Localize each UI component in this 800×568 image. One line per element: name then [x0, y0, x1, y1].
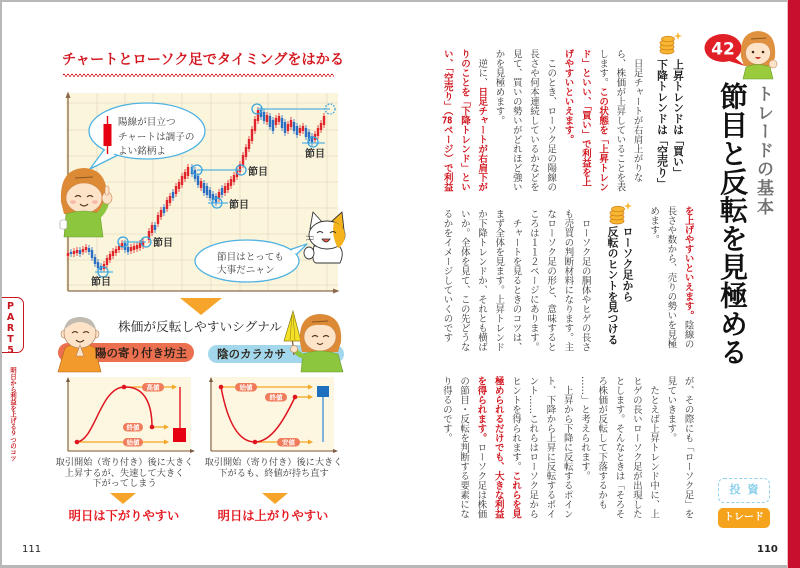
- page-title: 節目と反転を見極める: [716, 82, 749, 366]
- bearish-candle: [305, 128, 307, 137]
- bearish-candle: [79, 250, 81, 254]
- down-arrow-icon: [110, 493, 136, 504]
- bearish-candle: [172, 192, 174, 198]
- figure-title: チャートとローソク足でタイミングをはかる: [62, 52, 345, 68]
- body-block-bottom: [438, 376, 697, 519]
- text-column: [489, 376, 506, 519]
- text-column: [679, 376, 696, 519]
- emphasis-text: を上げやすいといえます。: [682, 206, 694, 320]
- page-number-right: 110: [757, 544, 778, 555]
- down-arrow-icon: [180, 298, 222, 315]
- bearish-candle: [296, 126, 298, 135]
- emphasis-text: これらを見: [509, 471, 521, 519]
- bullish-candle: [227, 183, 229, 190]
- bearish-candle: [209, 190, 211, 198]
- text-column: [507, 376, 524, 519]
- bullish-candle: [178, 182, 180, 189]
- part-subtitle: 明日から利益を上げる９つのコツ: [9, 367, 16, 462]
- body-text: たとえば上昇トレンド中に、上: [648, 376, 660, 519]
- body-text: めます。: [648, 206, 660, 244]
- text-column: [679, 206, 696, 349]
- text-column: [490, 49, 507, 192]
- bullish-candle: [130, 247, 132, 251]
- bullish-candle: [181, 176, 183, 185]
- girl-bubble-text: [118, 116, 194, 160]
- body-text: ろ株価が反転して下落するかも: [596, 376, 608, 509]
- body-text: ローソク足の胴体やヒゲの長さ: [579, 209, 591, 352]
- text-column: [610, 376, 627, 519]
- emphasis-text: げやすいといえます。: [562, 49, 574, 144]
- page-number-left: 111: [22, 544, 42, 555]
- text-column: [456, 49, 473, 192]
- section-number-badge: [705, 34, 746, 66]
- body-text: ト、下降から上昇に反転するポイ: [544, 376, 556, 519]
- text-column: [621, 226, 636, 345]
- bullish-candle: [257, 110, 259, 121]
- bearish-candle: [281, 118, 283, 128]
- caption-bullish: [45, 458, 205, 490]
- bullish-candle: [245, 147, 247, 157]
- body-text: るかをイメージしていくのです: [441, 209, 453, 342]
- bearish-candle: [127, 247, 129, 252]
- body-text: いか。全体を見て、この先どうな: [458, 209, 470, 352]
- emphasis-text: 日足チャートが右肩下が: [476, 87, 488, 192]
- text-column: [524, 376, 541, 519]
- bullish-candle: [160, 210, 162, 217]
- caption-line: 上昇するが、失速して大きく: [64, 467, 185, 479]
- text-column: [670, 59, 686, 189]
- label-open: 始値: [126, 438, 140, 447]
- node-label: 節目: [248, 167, 268, 178]
- part-tab: [0, 297, 24, 356]
- bullish-candle: [136, 245, 138, 249]
- tag-trade: トレード: [718, 508, 770, 528]
- subheading-reversal: [606, 226, 636, 345]
- text-column: [438, 376, 455, 519]
- part-label: PART5: [5, 301, 16, 356]
- bullish-candle: [323, 116, 325, 125]
- bearish-candle: [154, 225, 156, 230]
- body-text: ……」と考えられます。: [579, 376, 591, 481]
- body-text: とします。そんなときは「そろそ: [613, 376, 625, 519]
- bullish-candle: [299, 128, 301, 133]
- tag-investment: 投資: [718, 478, 770, 503]
- text-column: [606, 226, 621, 345]
- text-column: [472, 376, 489, 519]
- emphasis-text: ページ）で利益: [441, 125, 453, 192]
- bullish-candle: [169, 196, 171, 203]
- bullish-candle: [151, 225, 153, 233]
- bearish-candle: [272, 120, 274, 131]
- text-column: [662, 376, 679, 519]
- body-text: 見て、買いの勢いがどれほど強い: [510, 49, 522, 192]
- body-block-middle-a: [645, 206, 697, 349]
- bearish-candle: [284, 122, 286, 133]
- bullish-candle: [266, 115, 268, 122]
- text-column: [507, 49, 524, 192]
- result-bullish: 明日は下がりやすい: [68, 509, 180, 523]
- bearish-candle: [203, 183, 205, 193]
- bearish-candle: [269, 116, 271, 127]
- body-text: かを見極めます。: [493, 49, 505, 125]
- emphasis-text: りのことを「下降トレンド」とい: [458, 49, 470, 192]
- text-column: [628, 376, 645, 519]
- caption-line: 下がるも、終値が持ち直す: [218, 467, 329, 479]
- text-column: [542, 209, 559, 352]
- bullish-candle: [73, 251, 75, 254]
- text-column: [525, 49, 542, 192]
- body-text: なローソク足の形と、意味すると: [545, 209, 557, 352]
- text-column: [473, 49, 490, 192]
- text-column: [490, 209, 507, 352]
- text-column: [593, 376, 610, 519]
- emphasis-text: 極められるだけでも、大きな利益: [492, 376, 504, 519]
- label-open: 始値: [239, 383, 253, 392]
- bearish-candle: [197, 176, 199, 185]
- text-column: [662, 206, 679, 349]
- body-text: も売買の判断材料になります。主: [562, 209, 574, 352]
- text-column: [628, 49, 645, 192]
- caption-bearish: [194, 458, 354, 479]
- body-text: このとき、ローソク足の陽線の: [545, 49, 557, 192]
- text-column: [559, 49, 576, 192]
- bullish-candle: [82, 249, 84, 252]
- bullish-candle: [302, 126, 304, 131]
- result-bearish: 明日は上がりやすい: [217, 509, 329, 523]
- bullish-candle: [76, 250, 78, 253]
- bullish-candle: [320, 123, 322, 130]
- bubble-line: よい銘柄よ: [118, 146, 166, 157]
- body-text: ヒゲの長いローソク足が出現した: [630, 376, 642, 519]
- text-column: [611, 49, 628, 192]
- pattern-name-bearish: 陰のカラカサ: [217, 347, 286, 361]
- body-text: が、その際にも「ローソク足」を: [682, 376, 694, 519]
- bubble-line: 陽線が目立つ: [118, 117, 176, 128]
- bullish-candle: [184, 172, 186, 179]
- body-text: 反転のヒントを見つける: [606, 226, 620, 345]
- text-column: [473, 209, 490, 352]
- emphasis-text: い、「空売り」（: [441, 49, 453, 116]
- body-text: 日足チャートが右肩上がりな: [631, 49, 643, 182]
- body-text: ら、株価が上昇していることを表: [614, 49, 626, 192]
- text-column: [438, 49, 455, 192]
- body-text: 上昇トレンドは「買い」: [672, 59, 685, 178]
- pattern-name-bullish: 陽の寄り付き坊主: [95, 345, 187, 360]
- signal-heading: 株価が反転しやすいシグナル: [118, 319, 283, 334]
- emphasis-text: 78: [441, 115, 453, 125]
- text-column: [525, 209, 542, 352]
- emphasis-text: この状態を「上昇トレン: [597, 87, 609, 192]
- text-column: [542, 49, 559, 192]
- subheading-trend: [654, 59, 686, 189]
- node-label: 節目: [305, 149, 325, 160]
- bullish-candle: [290, 120, 292, 127]
- bearish-candle: [221, 188, 223, 195]
- label-low: 安値: [282, 438, 295, 447]
- body-text: 上昇から下降に反転するポイン: [561, 376, 573, 519]
- category-label: トレードの基本: [753, 85, 773, 217]
- bubble-line: 節目はとっても: [217, 252, 284, 263]
- caption-line: 下がってしまう: [92, 478, 157, 490]
- emphasis-text: ド」といい、「買い」で利益を上: [579, 49, 591, 187]
- text-column: [576, 376, 593, 519]
- bullish-candle: [275, 118, 277, 125]
- text-column: [558, 376, 575, 519]
- body-text: 見ていきます。: [665, 376, 677, 443]
- bubble-line: 大事だニャン: [217, 265, 275, 276]
- label-close: 終値: [269, 393, 283, 402]
- label-close: 終値: [126, 423, 140, 432]
- bearish-candle: [94, 257, 96, 264]
- title-underline: [63, 75, 334, 77]
- bearish-candle: [97, 262, 99, 268]
- body-text: します。: [597, 49, 609, 87]
- body-text: 長さや何本連続しているかなどを: [528, 49, 540, 192]
- text-column: [594, 49, 611, 192]
- bullish-candle: [106, 258, 108, 265]
- bullish-candle: [115, 249, 117, 253]
- bullish-candle: [233, 175, 235, 182]
- body-text: 下降トレンドは「空売り」: [656, 59, 669, 189]
- body-text: 陰線の: [682, 320, 694, 349]
- text-column: [507, 209, 524, 352]
- body-text: ント……これらはローソク足から: [527, 376, 539, 519]
- bullish-candle: [157, 215, 159, 224]
- node-label: 節目: [91, 277, 111, 288]
- emphasis-text: を得られます。: [475, 376, 487, 443]
- bullish-candle: [317, 128, 319, 136]
- cat-bubble-text: [217, 251, 284, 277]
- text-column: [577, 49, 594, 192]
- bearish-candle-body: [317, 386, 329, 397]
- body-text: ころは１１２ページにあります。: [527, 209, 539, 352]
- node-label: 節目: [229, 200, 249, 211]
- bullish-candle: [187, 167, 189, 176]
- bearish-candle: [88, 248, 90, 252]
- bubble-line: チャートは調子の: [118, 131, 195, 143]
- text-column: [455, 376, 472, 519]
- body-block-middle-b: [438, 209, 593, 352]
- bullish-candle: [230, 179, 232, 186]
- bullish-candle: [254, 119, 256, 131]
- bullish-candle: [175, 186, 177, 194]
- bullish-candle: [109, 254, 111, 260]
- bullish-candle: [248, 139, 250, 149]
- node-label: 節目: [153, 238, 173, 249]
- text-column: [559, 209, 576, 352]
- body-text: ローソク足は株価: [475, 442, 487, 519]
- bullish-candle: [200, 181, 202, 188]
- bullish-candle: [67, 253, 69, 256]
- bullish-candle: [251, 129, 253, 141]
- bullish-candle-body: [173, 428, 186, 442]
- caption-line: 取引開始（寄り付き）後に大きく: [55, 457, 194, 468]
- bearish-candle: [70, 252, 72, 254]
- text-column: [455, 209, 472, 352]
- bullish-candle: [133, 246, 135, 250]
- bearish-candle: [206, 186, 208, 195]
- text-column: [541, 376, 558, 519]
- section-number: 42: [711, 39, 735, 60]
- bullish-candle: [242, 155, 244, 165]
- text-column: [576, 209, 593, 352]
- body-text: 長さや数から、売りの勢いを見極: [665, 206, 677, 349]
- body-block-top: [438, 49, 645, 192]
- body-text: ローソク足から: [621, 226, 635, 302]
- right-edge-stripe: [787, 0, 800, 568]
- body-text: の節目・反転を判断する要素にな: [458, 376, 470, 519]
- coins-icon: [660, 32, 682, 54]
- bullish-candle: [166, 200, 168, 209]
- sparkle-icon: [624, 202, 632, 210]
- bullish-candle: [112, 251, 114, 256]
- bullish-candle: [278, 116, 280, 122]
- bearish-candle: [91, 250, 93, 258]
- body-text: まず全体を見ます。上昇トレンド: [493, 209, 505, 352]
- diagram-bullish-doji: [66, 377, 195, 453]
- diagram-bearish-hammer: [209, 377, 338, 453]
- caption-line: 取引開始（寄り付き）後に大きく: [204, 457, 343, 468]
- body-text: ヒントを得られます。: [509, 376, 521, 471]
- bullish-candle: [287, 124, 289, 131]
- bearish-candle: [263, 112, 265, 121]
- body-text: 逆に、: [476, 49, 488, 87]
- presenter-girl-illustration: [741, 31, 777, 79]
- bullish-candle: [85, 247, 87, 250]
- sparkle-icon: [674, 32, 682, 40]
- coins-icon: [610, 202, 632, 224]
- body-text: り得るのです。: [440, 376, 452, 443]
- bearish-candle: [163, 207, 165, 213]
- text-column: [438, 209, 455, 352]
- down-arrow-icon: [262, 493, 288, 504]
- bearish-candle: [215, 196, 217, 203]
- body-text: か下降トレンドか、それとも横ば: [476, 209, 488, 352]
- text-column: [654, 59, 670, 189]
- text-column: [645, 206, 662, 349]
- text-column: [645, 376, 662, 519]
- body-text: チャートを見るときのコツは、: [510, 209, 522, 352]
- bearish-candle: [293, 122, 295, 131]
- bullish-candle: [224, 186, 226, 193]
- label-high: 高値: [146, 383, 160, 392]
